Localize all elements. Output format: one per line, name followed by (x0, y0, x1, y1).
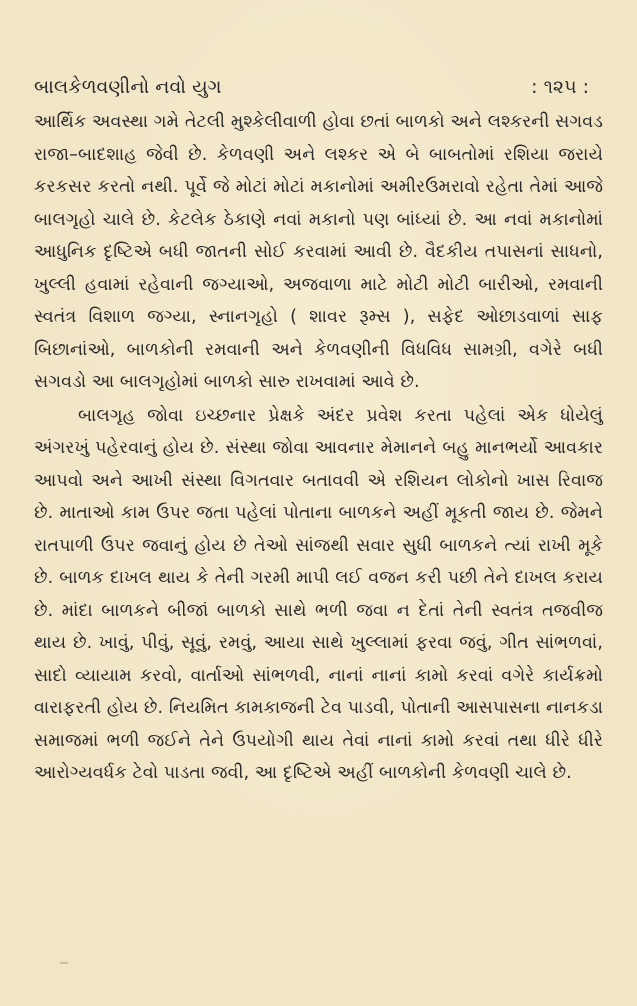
paragraph-1: આર્થિક અવસ્થા ગમે તેટલી મુશ્કેલીવાળી હોવા છતાં બાળકો અને લશ્કરની સગવડ રાજા–બાદશાહ જેવી છે. કેળવણી અને લશ્કર એ બે બાબતોમાં રશિયા જરાયે કરકસર કરતો નથી. પૂર્વે જે મોટાં મોટાં મકાનોમાં અમીરઉમરાવો રહેતા તેમાં આજે બાલગૃહો ચાલે છે. કેટલેક ઠેકાણે નવાં મકાનો પણ બાંધ્યાં છે. આ નવાં મકાનોમાં આધુનિક દૃષ્ટિએ બધી જાતની સોઈ કરવામાં આવી છે. વૈદકીય તપાસનાં સાધનો, ખુલ્લી હવામાં રહેવાની જગ્યાઓ, અજવાળા માટે મોટી મોટી બારીઓ, રમવાની સ્વતંત્ર વિશાળ જગ્યા, સ્નાનગૃહો ( શાવર રૂમ્સ ), સફેદ ઓછાડવાળાં સાફ બિછાનાંઓ, બાળકોની રમવાની અને કેળવણીની વિધવિધ સામગ્રી, વગેરે બધી સગવડો આ બાલગૃહોમાં બાળકો સારુ રાખવામાં આવે છે. (34, 112, 603, 392)
paragraph-2: બાલગૃહ જોવા ઇચ્છનાર પ્રેક્ષકે અંદર પ્રવેશ કરતા પહેલાં એક ધોયેલું અંગરખું પહેરવાનું હોય છે. સંસ્થા જોવા આવનાર મેમાનને બહુ માનભર્યો આવકાર આપવો અને આખી સંસ્થા વિગતવાર બતાવવી એ રશિયન લોકોનો ખાસ રિવાજ છે. માતાઓ કામ ઉપર જતા પહેલાં પોતાના બાળકને અહીં મૂકતી જાય છે. જેમને રાતપાળી ઉપર જવાનું હોય છે તેઓ સાંજથી સવાર સુધી બાળકને ત્યાં રાખી મૂકે છે. બાળક દાખલ થાય કે તેની ગરમી માપી લઈ વજન કરી પછી તેને દાખલ કરાય છે. માંદા બાળકને બીજાં બાળકો સાથે ભળી જવા ન દેતાં તેની સ્વતંત્ર તજવીજ થાય છે. ખાવું, પીવું, સૂવું, રમવું, આયા સાથે ખુલ્લામાં ફરવા જવું, ગીત સાંભળવાં, સાદો વ્યાયામ કરવો, વાર્તાઓ સાંભળવી, નાનાં નાનાં કામો કરવાં વગેરે કાર્યક્રમો વારાફરતી હોય છે. નિયમિત કામકાજની ટેવ પાડવી, પોતાની આસપાસના નાનકડા સમાજમાં ભળી જઈને તેને ઉપયોગી થાય તેવાં નાનાં કામો કરવાં તથા ધીરે ધીરે આરોગ્યવર્ધક ટેવો પાડતા જવી, આ દૃષ્ટિએ અહીં બાળકોની કેળવણી ચાલે છે. (34, 405, 603, 783)
running-title: બાલકેળવણીનો નવો યુગ (34, 76, 222, 98)
body-text (34, 106, 603, 790)
page-number: : ૧૨૫ : (531, 76, 589, 98)
page-speck (60, 962, 68, 964)
page-header (34, 74, 603, 106)
